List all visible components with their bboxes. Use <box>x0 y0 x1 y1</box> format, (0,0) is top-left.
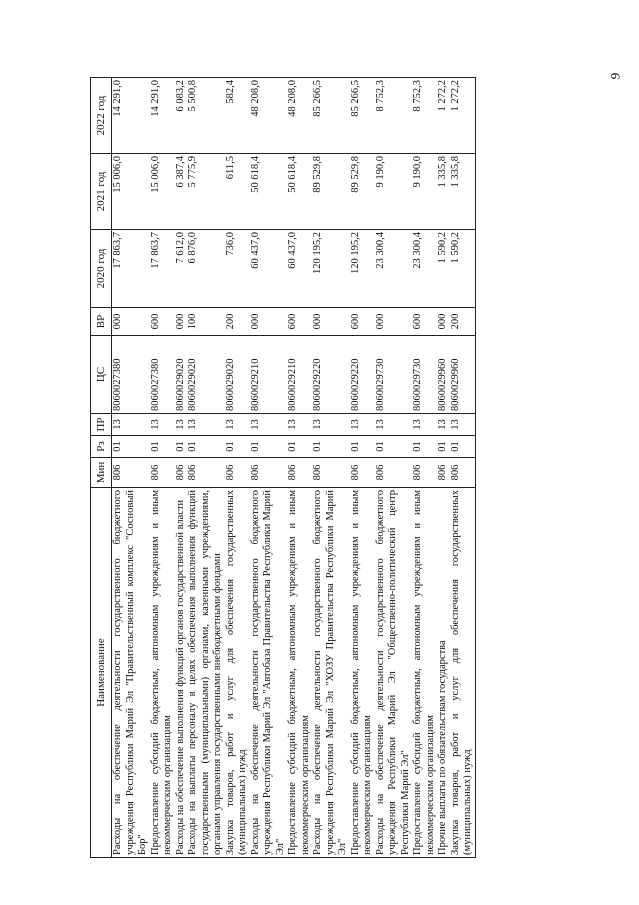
row-pr: 13 <box>175 414 188 436</box>
row-2021: 6 387,4 <box>175 154 188 230</box>
row-2021: 9 190,0 <box>375 154 413 230</box>
row-vr: 000 <box>175 308 188 336</box>
row-2021: 50 618,4 <box>250 154 288 230</box>
row-pr: 13 <box>312 414 350 436</box>
row-min: 806 <box>375 458 413 488</box>
row-cs: 8060029020 <box>225 336 250 414</box>
row-2020: 120 195,2 <box>350 230 375 308</box>
header-name: Наименование <box>91 488 112 858</box>
row-pr: 13 <box>437 414 450 436</box>
row-2021: 1 335,8 <box>437 154 450 230</box>
table-row <box>112 78 150 858</box>
row-name: Расходы на обеспечение деятельности государственного бюджетного учреждения Республики Марий Эл "Правительственный комплекс "Сосновый Бор" <box>112 488 150 858</box>
row-2020: 1 590,2 <box>450 230 476 308</box>
row-2021: 89 529,8 <box>312 154 350 230</box>
budget-table-container <box>90 78 550 858</box>
row-rz: 01 <box>375 436 413 458</box>
table-row <box>312 78 350 858</box>
header-vr: ВР <box>91 308 112 336</box>
row-2022: 8 752,3 <box>375 78 413 154</box>
row-2022: 14 291,0 <box>150 78 175 154</box>
row-2021: 15 006,0 <box>112 154 150 230</box>
row-2022: 85 266,5 <box>350 78 375 154</box>
row-2022: 48 208,0 <box>287 78 312 154</box>
row-pr: 13 <box>350 414 375 436</box>
table-row <box>287 78 312 858</box>
table-row <box>175 78 188 858</box>
row-cs: 8060029220 <box>350 336 375 414</box>
table-header-row <box>91 78 112 858</box>
row-2022: 8 752,3 <box>412 78 437 154</box>
header-pr: ПР <box>91 414 112 436</box>
row-min: 806 <box>412 458 437 488</box>
row-name: Закупка товаров, работ и услуг для обеспечения государственных (муниципальных) нужд <box>450 488 476 858</box>
row-min: 806 <box>287 458 312 488</box>
table-row <box>412 78 437 858</box>
row-min: 806 <box>312 458 350 488</box>
row-name: Предоставление субсидий бюджетным, автономным учреждениям и иным некоммерческим организациям <box>150 488 175 858</box>
row-2020: 23 300,4 <box>375 230 413 308</box>
row-cs: 8060029210 <box>250 336 288 414</box>
row-2020: 1 590,2 <box>437 230 450 308</box>
row-min: 806 <box>187 458 225 488</box>
row-rz: 01 <box>312 436 350 458</box>
row-rz: 01 <box>112 436 150 458</box>
budget-table <box>90 77 476 858</box>
row-2021: 50 618,4 <box>287 154 312 230</box>
row-min: 806 <box>225 458 250 488</box>
row-pr: 13 <box>150 414 175 436</box>
row-2022: 14 291,0 <box>112 78 150 154</box>
row-pr: 13 <box>375 414 413 436</box>
row-pr: 13 <box>412 414 437 436</box>
row-2022: 85 266,5 <box>312 78 350 154</box>
table-row <box>187 78 225 858</box>
row-rz: 01 <box>437 436 450 458</box>
row-vr: 200 <box>225 308 250 336</box>
row-2021: 1 335,8 <box>450 154 476 230</box>
row-min: 806 <box>250 458 288 488</box>
row-2022: 1 272,2 <box>450 78 476 154</box>
row-2021: 5 775,9 <box>187 154 225 230</box>
row-2021: 89 529,8 <box>350 154 375 230</box>
row-name: Прочие выплаты по обязательствам государства <box>437 488 450 858</box>
row-cs: 8060029960 <box>450 336 476 414</box>
row-pr: 13 <box>287 414 312 436</box>
row-2020: 6 876,0 <box>187 230 225 308</box>
row-2020: 60 437,0 <box>250 230 288 308</box>
row-vr: 000 <box>375 308 413 336</box>
row-min: 806 <box>175 458 188 488</box>
row-2020: 17 863,7 <box>150 230 175 308</box>
row-2020: 60 437,0 <box>287 230 312 308</box>
row-vr: 000 <box>112 308 150 336</box>
row-name: Расходы на обеспечение деятельности государственного бюджетного учреждения Республики Марий Эл "ХОЗУ Правительства Республики Марий Эл" <box>312 488 350 858</box>
row-vr: 100 <box>187 308 225 336</box>
row-vr: 000 <box>312 308 350 336</box>
row-rz: 01 <box>450 436 476 458</box>
row-vr: 600 <box>150 308 175 336</box>
row-cs: 8060027380 <box>150 336 175 414</box>
row-pr: 13 <box>112 414 150 436</box>
row-name: Расходы на выплаты персоналу в целях обеспечения выполнения функций государственными (муниципальными) органами, казенными учреждениями, органами управления государственными внебюджетными фондами <box>187 488 225 858</box>
row-rz: 01 <box>250 436 288 458</box>
header-2022: 2022 год <box>91 78 112 154</box>
row-2020: 736,0 <box>225 230 250 308</box>
header-min: Мин <box>91 458 112 488</box>
row-2021: 9 190,0 <box>412 154 437 230</box>
row-rz: 01 <box>287 436 312 458</box>
table-row <box>450 78 476 858</box>
header-cs: ЦС <box>91 336 112 414</box>
row-cs: 8060029960 <box>437 336 450 414</box>
row-pr: 13 <box>187 414 225 436</box>
row-name: Расходы на обеспечение деятельности государственного бюджетного учреждения Республики Марий Эл "Автобаза Правительства Республики Марий Эл" <box>250 488 288 858</box>
page-number: 9 <box>607 72 623 80</box>
row-vr: 600 <box>412 308 437 336</box>
table-row <box>250 78 288 858</box>
row-2022: 1 272,2 <box>437 78 450 154</box>
header-2021: 2021 год <box>91 154 112 230</box>
row-2021: 15 006,0 <box>150 154 175 230</box>
table-row <box>225 78 250 858</box>
row-vr: 200 <box>450 308 476 336</box>
row-2020: 17 863,7 <box>112 230 150 308</box>
row-pr: 13 <box>450 414 476 436</box>
row-2020: 7 612,0 <box>175 230 188 308</box>
row-vr: 000 <box>437 308 450 336</box>
row-2020: 23 300,4 <box>412 230 437 308</box>
row-name: Предоставление субсидий бюджетным, автономным учреждениям и иным некоммерческим организациям <box>350 488 375 858</box>
header-2020: 2020 год <box>91 230 112 308</box>
row-cs: 8060029020 <box>187 336 225 414</box>
row-cs: 8060029020 <box>175 336 188 414</box>
row-vr: 600 <box>287 308 312 336</box>
table-row <box>437 78 450 858</box>
row-rz: 01 <box>150 436 175 458</box>
row-min: 806 <box>437 458 450 488</box>
row-name: Расходы на обеспечение выполнения функций органов государственной власти <box>175 488 188 858</box>
row-vr: 000 <box>250 308 288 336</box>
table-row <box>375 78 413 858</box>
row-2021: 611,5 <box>225 154 250 230</box>
row-min: 806 <box>350 458 375 488</box>
row-name: Предоставление субсидий бюджетным, автономным учреждениям и иным некоммерческим организациям <box>287 488 312 858</box>
table-row <box>150 78 175 858</box>
row-2020: 120 195,2 <box>312 230 350 308</box>
row-rz: 01 <box>350 436 375 458</box>
row-name: Закупка товаров, работ и услуг для обеспечения государственных (муниципальных) нужд <box>225 488 250 858</box>
row-vr: 600 <box>350 308 375 336</box>
row-rz: 01 <box>175 436 188 458</box>
row-pr: 13 <box>250 414 288 436</box>
row-2022: 5 500,8 <box>187 78 225 154</box>
row-cs: 8060029730 <box>375 336 413 414</box>
row-cs: 8060029210 <box>287 336 312 414</box>
header-rz: Рз <box>91 436 112 458</box>
table-row <box>350 78 375 858</box>
row-name: Предоставление субсидий бюджетным, автономным учреждениям и иным некоммерческим организациям <box>412 488 437 858</box>
row-rz: 01 <box>225 436 250 458</box>
row-min: 806 <box>150 458 175 488</box>
row-rz: 01 <box>412 436 437 458</box>
row-min: 806 <box>450 458 476 488</box>
row-2022: 582,4 <box>225 78 250 154</box>
row-cs: 8060029220 <box>312 336 350 414</box>
row-pr: 13 <box>225 414 250 436</box>
row-min: 806 <box>112 458 150 488</box>
row-2022: 48 208,0 <box>250 78 288 154</box>
row-cs: 8060029730 <box>412 336 437 414</box>
row-rz: 01 <box>187 436 225 458</box>
row-2022: 6 083,2 <box>175 78 188 154</box>
row-name: Расходы на обеспечение деятельности государственного бюджетного учреждения Республики Марий Эл "Общественно-политический центр Республики Марий Эл" <box>375 488 413 858</box>
row-cs: 8060027380 <box>112 336 150 414</box>
